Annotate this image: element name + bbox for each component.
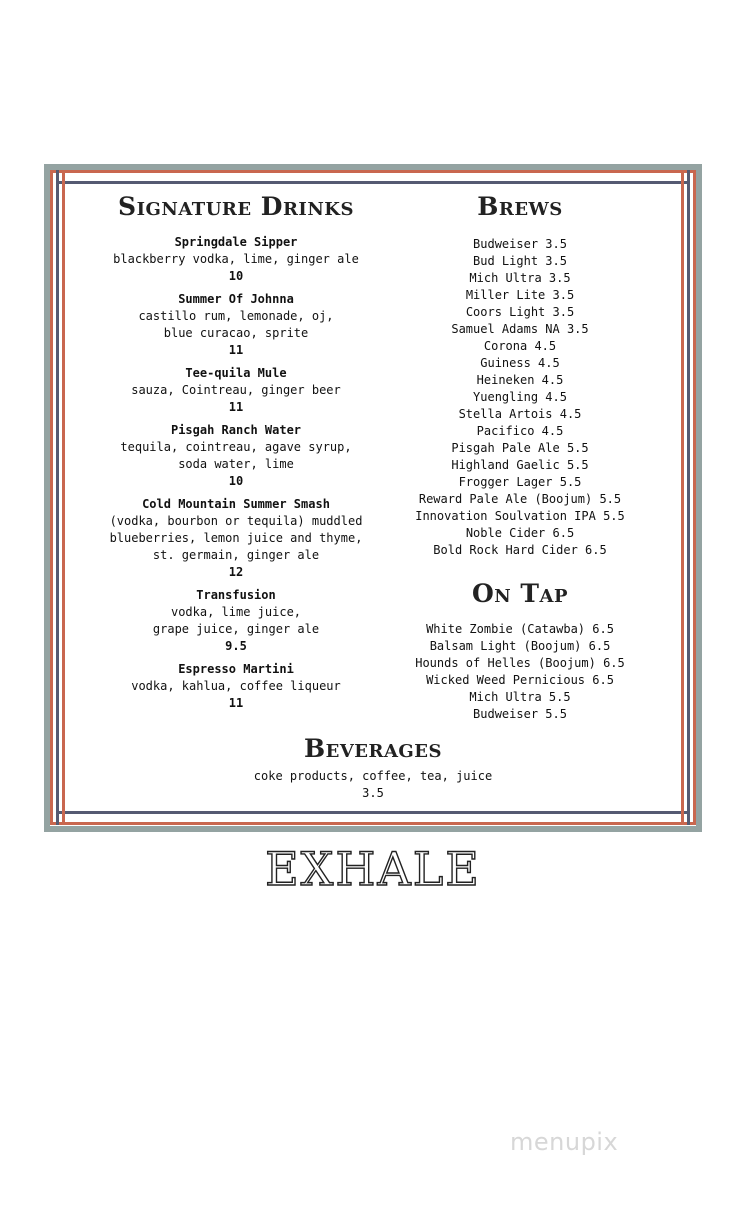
drink-item (60, 291, 412, 359)
drink-price: 10 (228, 474, 244, 488)
drink-item (60, 234, 412, 285)
on-tap-item: Wicked Weed Pernicious 6.5 (426, 673, 614, 687)
drink-description: blueberries, lemon juice and thyme, (109, 531, 363, 545)
drink-description: blackberry vodka, lime, ginger ale (113, 252, 359, 266)
stripe-right-navy (687, 170, 690, 825)
drink-name: Tee-quila Mule (185, 366, 287, 380)
drink-description: st. germain, ginger ale (152, 548, 320, 562)
on-tap-item: Mich Ultra 5.5 (469, 690, 571, 704)
brews-list (412, 236, 628, 559)
drink-name: Cold Mountain Summer Smash (142, 497, 330, 511)
signature-drinks-section (60, 190, 412, 718)
on-tap-title: On Tap (471, 579, 569, 608)
stripe-top-navy (56, 181, 690, 184)
drink-price: 11 (228, 696, 244, 710)
stripe-top-red (50, 170, 696, 173)
drink-description: grape juice, ginger ale (152, 622, 320, 636)
drink-name: Pisgah Ranch Water (170, 423, 302, 437)
drink-item (60, 365, 412, 416)
brew-item: Miller Lite 3.5 (465, 288, 575, 302)
drink-price: 11 (228, 400, 244, 414)
drink-name: Springdale Sipper (174, 235, 298, 249)
drink-description: soda water, lime (178, 457, 294, 471)
stripe-left-navy (56, 170, 59, 825)
signature-drinks-title: Signature Drinks (118, 192, 354, 221)
brews-title: Brews (477, 192, 563, 221)
drink-item (60, 587, 412, 655)
watermark: menupix (510, 1128, 619, 1156)
brew-item: Yuengling 4.5 (473, 390, 567, 404)
drink-price: 9.5 (225, 639, 247, 653)
brews-section (412, 190, 628, 723)
brew-item: Bud Light 3.5 (473, 254, 567, 268)
brew-item: Innovation Soulvation IPA 5.5 (415, 509, 625, 523)
on-tap-item: Budweiser 5.5 (473, 707, 567, 721)
brew-item: Mich Ultra 3.5 (469, 271, 571, 285)
brew-item: Pacifico 4.5 (476, 424, 564, 438)
drink-price: 12 (228, 565, 244, 579)
brew-item: Pisgah Pale Ale 5.5 (451, 441, 589, 455)
brew-item: Coors Light 3.5 (465, 305, 575, 319)
brew-item: Reward Pale Ale (Boojum) 5.5 (418, 492, 622, 506)
drink-price: 11 (228, 343, 244, 357)
drink-item (60, 661, 412, 712)
on-tap-item: Balsam Light (Boojum) 6.5 (429, 639, 611, 653)
brand-logo-text: EXHALE (265, 842, 481, 896)
drink-item (60, 422, 412, 490)
on-tap-item: Hounds of Helles (Boojum) 6.5 (415, 656, 625, 670)
brew-item: Heineken 4.5 (476, 373, 564, 387)
beverages-price: 3.5 (362, 786, 384, 800)
drink-price: 10 (228, 269, 244, 283)
drink-description: tequila, cointreau, agave syrup, (120, 440, 352, 454)
beverages-title: Beverages (303, 734, 443, 763)
drink-name: Summer Of Johnna (178, 292, 294, 306)
drink-name: Transfusion (196, 588, 276, 602)
menu-content (60, 190, 686, 810)
beverages-description: coke products, coffee, tea, juice (253, 769, 493, 783)
stripe-left-red (50, 170, 53, 825)
drink-description: sauza, Cointreau, ginger beer (131, 383, 341, 397)
brew-item: Highland Gaelic 5.5 (451, 458, 589, 472)
brew-item: Bold Rock Hard Cider 6.5 (433, 543, 607, 557)
drink-description: blue curacao, sprite (163, 326, 309, 340)
drink-description: vodka, kahlua, coffee liqueur (131, 679, 341, 693)
brew-item: Budweiser 3.5 (473, 237, 567, 251)
brew-item: Corona 4.5 (483, 339, 557, 353)
brew-item: Frogger Lager 5.5 (458, 475, 582, 489)
beverages-section (60, 732, 686, 802)
on-tap-item: White Zombie (Catawba) 6.5 (426, 622, 614, 636)
drink-description: vodka, lime juice, (170, 605, 302, 619)
brew-item: Samuel Adams NA 3.5 (451, 322, 589, 336)
brew-item: Noble Cider 6.5 (465, 526, 575, 540)
drink-item (60, 496, 412, 581)
stripe-bottom-navy (56, 811, 690, 814)
stripe-bottom-red (50, 822, 696, 825)
stripe-right-red (693, 170, 696, 825)
drinks-list (60, 234, 412, 712)
drink-name: Espresso Martini (178, 662, 294, 676)
brew-item: Guiness 4.5 (480, 356, 560, 370)
brew-item: Stella Artois 4.5 (458, 407, 582, 421)
drink-description: castillo rum, lemonade, oj, (138, 309, 334, 323)
on-tap-list (412, 621, 628, 723)
drink-description: (vodka, bourbon or tequila) muddled (109, 514, 363, 528)
